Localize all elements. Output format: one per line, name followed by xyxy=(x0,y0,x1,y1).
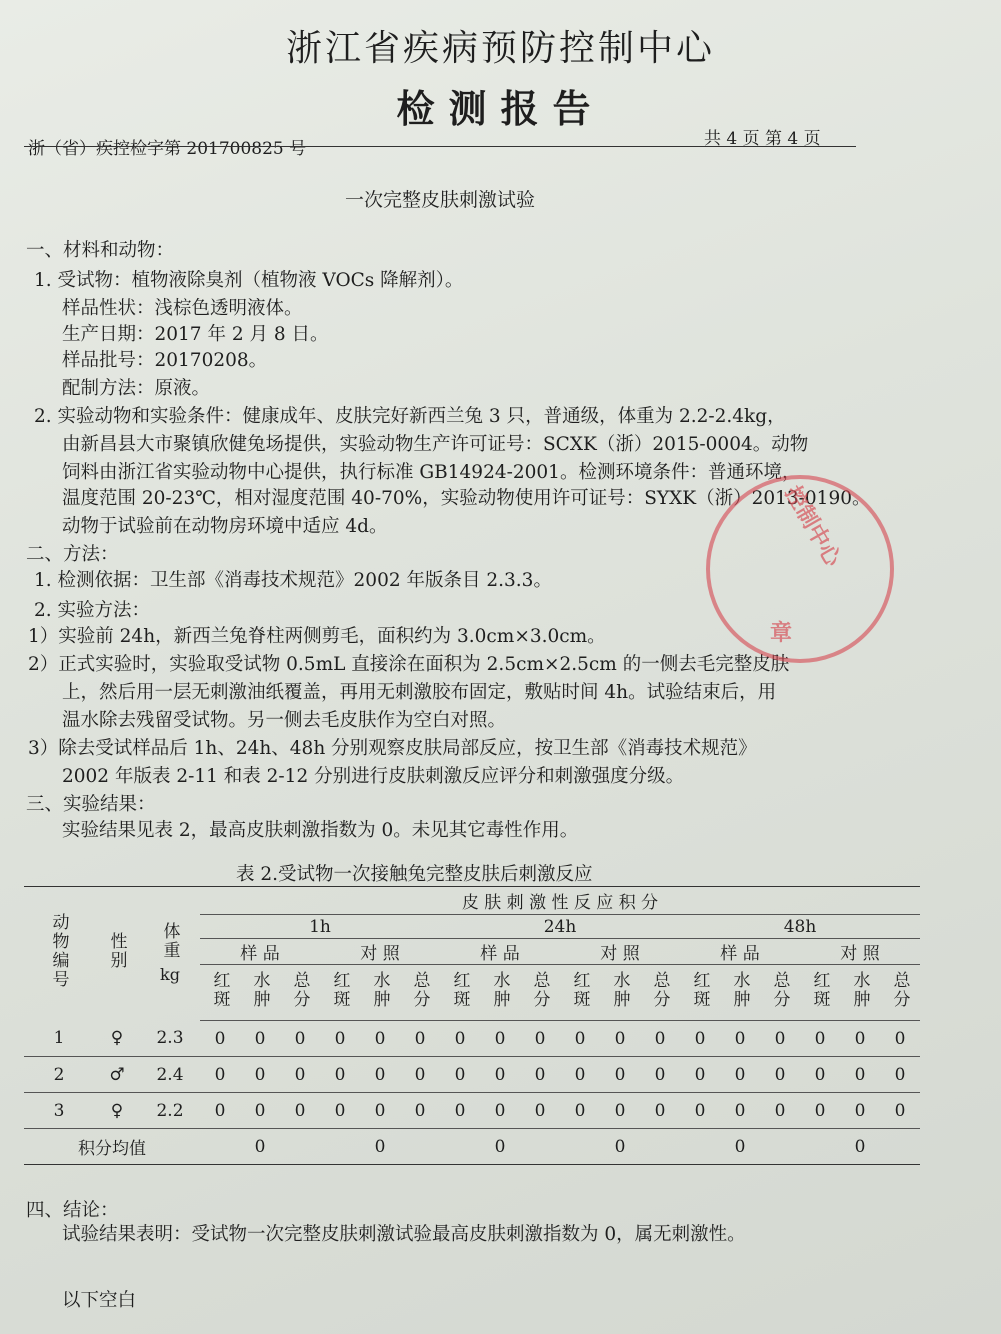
cell-weight: 2.3 xyxy=(140,1021,200,1057)
methods-line: 1）实验前 24h，新西兰兔脊柱两侧剪毛，面积约为 3.0cm×3.0cm。 xyxy=(28,626,606,647)
materials-line: 生产日期：2017 年 2 月 8 日。 xyxy=(62,324,329,345)
header-weight: 体重 kg xyxy=(140,887,200,1021)
header-control: 对 照 xyxy=(800,939,920,965)
subheader-erythema: 红斑 xyxy=(800,965,840,1021)
header-animal-id: 动物编号 xyxy=(24,887,94,1021)
report-title: 检测报告 xyxy=(396,87,605,131)
cell-score: 0 xyxy=(800,1021,840,1057)
section-results-heading: 三、实验结果： xyxy=(26,794,156,815)
cell-score: 0 xyxy=(320,1093,360,1129)
cell-score: 0 xyxy=(200,1021,240,1057)
cell-score: 0 xyxy=(680,1093,720,1129)
cell-score: 0 xyxy=(680,1021,720,1057)
cell-score: 0 xyxy=(840,1021,880,1057)
cell-weight: 2.4 xyxy=(140,1057,200,1093)
cell-score: 0 xyxy=(880,1021,920,1057)
section-methods-heading: 二、方法： xyxy=(26,544,119,565)
cell-mean: 0 xyxy=(560,1129,680,1165)
cell-score: 0 xyxy=(640,1093,680,1129)
cell-score: 0 xyxy=(800,1093,840,1129)
cell-sex: ♀ xyxy=(94,1021,140,1057)
cell-score: 0 xyxy=(600,1093,640,1129)
cell-score: 0 xyxy=(800,1057,840,1093)
cell-animal-id: 1 xyxy=(24,1021,94,1057)
subheader-total: 总分 xyxy=(400,965,440,1021)
cell-score: 0 xyxy=(400,1021,440,1057)
cell-score: 0 xyxy=(680,1057,720,1093)
materials-line: 2. 实验动物和实验条件：健康成年、皮肤完好新西兰兔 3 只，普通级，体重为 2.2-2.4kg， xyxy=(34,406,786,427)
irritation-table xyxy=(24,886,920,1165)
cell-mean: 0 xyxy=(320,1129,440,1165)
org-name: 浙江省疾病预防控制中心 xyxy=(285,28,715,69)
results-line: 实验结果见表 2，最高皮肤刺激指数为 0。未见其它毒性作用。 xyxy=(62,820,579,841)
cell-score: 0 xyxy=(320,1057,360,1093)
cell-sex: ♂ xyxy=(94,1057,140,1093)
cell-score: 0 xyxy=(400,1057,440,1093)
materials-line: 由新昌县大市聚镇欣健兔场提供，实验动物生产许可证号：SCXK（浙）2015-0004。动物 xyxy=(62,434,809,455)
cell-score: 0 xyxy=(720,1021,760,1057)
cell-score: 0 xyxy=(480,1057,520,1093)
subheader-edema: 水肿 xyxy=(840,965,880,1021)
cell-score: 0 xyxy=(880,1093,920,1129)
materials-line: 1. 受试物：植物液除臭剂（植物液 VOCs 降解剂）。 xyxy=(34,270,464,291)
methods-line: 温水除去残留受试物。另一侧去毛皮肤作为空白对照。 xyxy=(62,710,507,731)
cell-score: 0 xyxy=(640,1021,680,1057)
cell-sex: ♀ xyxy=(94,1093,140,1129)
cell-score: 0 xyxy=(280,1021,320,1057)
header-score: 皮 肤 刺 激 性 反 应 积 分 xyxy=(200,887,920,915)
cell-score: 0 xyxy=(280,1057,320,1093)
cell-score: 0 xyxy=(560,1021,600,1057)
cell-score: 0 xyxy=(200,1057,240,1093)
cell-score: 0 xyxy=(480,1021,520,1057)
cell-score: 0 xyxy=(400,1093,440,1129)
materials-line: 饲料由浙江省实验动物中心提供，执行标准 GB14924-2001。检测环境条件：普通环境， xyxy=(62,462,801,483)
cell-score: 0 xyxy=(840,1057,880,1093)
mean-label: 积分均值 xyxy=(24,1129,200,1165)
cell-score: 0 xyxy=(440,1093,480,1129)
header-time: 48h xyxy=(680,915,920,939)
cell-score: 0 xyxy=(360,1093,400,1129)
cell-score: 0 xyxy=(640,1057,680,1093)
test-title: 一次完整皮肤刺激试验 xyxy=(344,189,535,211)
header-sex: 性别 xyxy=(94,887,140,1021)
header-sample: 样 品 xyxy=(440,939,560,965)
cell-score: 0 xyxy=(760,1093,800,1129)
cell-animal-id: 2 xyxy=(24,1057,94,1093)
materials-line: 配制方法：原液。 xyxy=(62,378,211,399)
cell-mean: 0 xyxy=(200,1129,320,1165)
seal-text: 章 xyxy=(770,620,793,646)
conclusion-line: 试验结果表明：受试物一次完整皮肤刺激试验最高皮肤刺激指数为 0，属无刺激性。 xyxy=(62,1224,746,1245)
cell-mean: 0 xyxy=(800,1129,920,1165)
seal-text: 控制中心 xyxy=(779,481,846,571)
cell-score: 0 xyxy=(360,1057,400,1093)
cell-score: 0 xyxy=(480,1093,520,1129)
report-number: 浙（省）疾控检字第 201700825 号 xyxy=(28,139,307,159)
header-rule xyxy=(24,146,856,147)
cell-score: 0 xyxy=(560,1057,600,1093)
cell-score: 0 xyxy=(760,1021,800,1057)
materials-line: 动物于试验前在动物房环境中适应 4d。 xyxy=(62,516,388,537)
cell-score: 0 xyxy=(520,1021,560,1057)
subheader-erythema: 红斑 xyxy=(680,965,720,1021)
subheader-erythema: 红斑 xyxy=(440,965,480,1021)
subheader-edema: 水肿 xyxy=(240,965,280,1021)
materials-line: 样品性状：浅棕色透明液体。 xyxy=(62,298,303,319)
cell-score: 0 xyxy=(600,1021,640,1057)
cell-mean: 0 xyxy=(440,1129,560,1165)
subheader-edema: 水肿 xyxy=(720,965,760,1021)
subheader-erythema: 红斑 xyxy=(320,965,360,1021)
cell-animal-id: 3 xyxy=(24,1093,94,1129)
subheader-total: 总分 xyxy=(760,965,800,1021)
cell-score: 0 xyxy=(840,1093,880,1129)
cell-score: 0 xyxy=(200,1093,240,1129)
table-caption: 表 2.受试物一次接触兔完整皮肤后刺激反应 xyxy=(236,864,593,885)
subheader-total: 总分 xyxy=(280,965,320,1021)
header-control: 对 照 xyxy=(560,939,680,965)
materials-line: 样品批号：20170208。 xyxy=(62,350,268,371)
cell-score: 0 xyxy=(240,1093,280,1129)
methods-line: 2）正式实验时，实验取受试物 0.5mL 直接涂在面积为 2.5cm×2.5cm 的一侧去毛完整皮肤 xyxy=(28,654,790,675)
cell-score: 0 xyxy=(240,1021,280,1057)
cell-score: 0 xyxy=(280,1093,320,1129)
cell-score: 0 xyxy=(880,1057,920,1093)
cell-score: 0 xyxy=(520,1057,560,1093)
subheader-total: 总分 xyxy=(640,965,680,1021)
header-time: 1h xyxy=(200,915,440,939)
subheader-erythema: 红斑 xyxy=(200,965,240,1021)
blank-note: 以下空白 xyxy=(62,1290,137,1311)
page-info: 共 4 页 第 4 页 xyxy=(704,129,821,149)
cell-score: 0 xyxy=(600,1057,640,1093)
materials-line: 温度范围 20-23℃，相对湿度范围 40-70%，实验动物使用许可证号：SYXK（浙）2013-0190。 xyxy=(62,488,871,509)
cell-score: 0 xyxy=(760,1057,800,1093)
methods-line: 3）除去受试样品后 1h、24h、48h 分别观察皮肤局部反应，按卫生部《消毒技术规范》 xyxy=(28,738,757,759)
subheader-edema: 水肿 xyxy=(600,965,640,1021)
cell-score: 0 xyxy=(720,1057,760,1093)
header-sample: 样 品 xyxy=(200,939,320,965)
methods-line: 上，然后用一层无刺激油纸覆盖，再用无刺激胶布固定，敷贴时间 4h。试验结束后，用 xyxy=(62,682,777,703)
methods-line: 1. 检测依据：卫生部《消毒技术规范》2002 年版条目 2.3.3。 xyxy=(34,570,552,591)
cell-mean: 0 xyxy=(680,1129,800,1165)
subheader-edema: 水肿 xyxy=(480,965,520,1021)
section-materials-heading: 一、材料和动物： xyxy=(26,240,175,261)
section-conclusion-heading: 四、结论： xyxy=(26,1200,119,1221)
subheader-total: 总分 xyxy=(880,965,920,1021)
cell-score: 0 xyxy=(560,1093,600,1129)
cell-score: 0 xyxy=(520,1093,560,1129)
header-control: 对 照 xyxy=(320,939,440,965)
header-time: 24h xyxy=(440,915,680,939)
cell-weight: 2.2 xyxy=(140,1093,200,1129)
cell-score: 0 xyxy=(320,1021,360,1057)
subheader-total: 总分 xyxy=(520,965,560,1021)
cell-score: 0 xyxy=(440,1021,480,1057)
methods-line: 2. 实验方法： xyxy=(34,600,151,621)
header-sample: 样 品 xyxy=(680,939,800,965)
cell-score: 0 xyxy=(720,1093,760,1129)
cell-score: 0 xyxy=(440,1057,480,1093)
cell-score: 0 xyxy=(360,1021,400,1057)
methods-line: 2002 年版表 2-11 和表 2-12 分别进行皮肤刺激反应评分和刺激强度分级。 xyxy=(62,766,685,787)
subheader-erythema: 红斑 xyxy=(560,965,600,1021)
subheader-edema: 水肿 xyxy=(360,965,400,1021)
cell-score: 0 xyxy=(240,1057,280,1093)
